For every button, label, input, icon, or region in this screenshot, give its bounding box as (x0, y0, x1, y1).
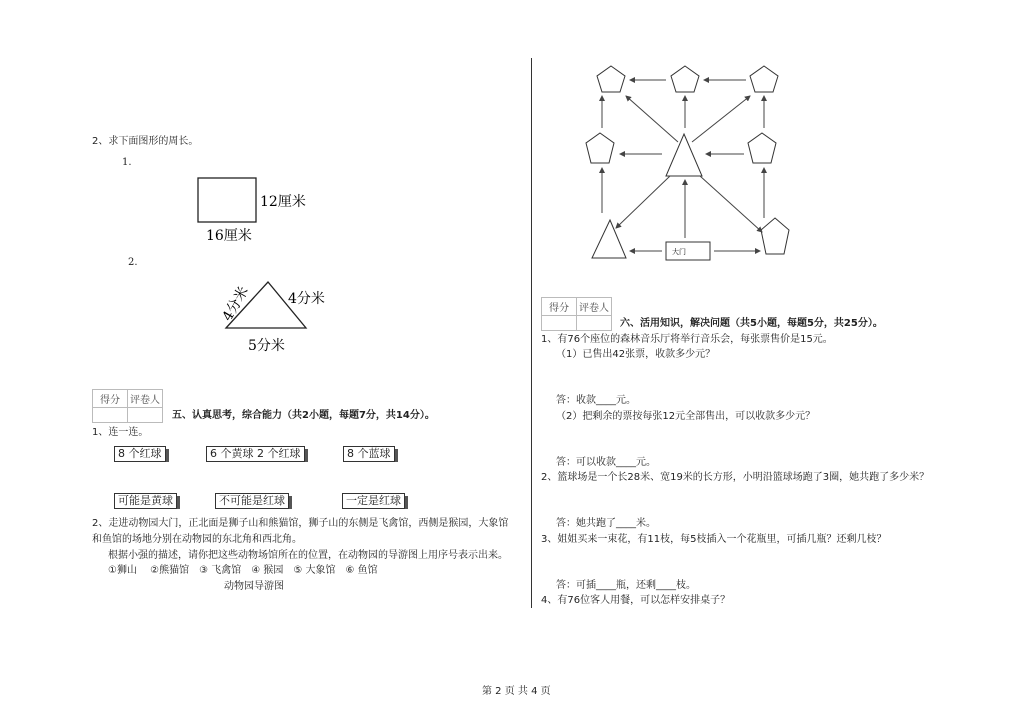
reviewer-cell[interactable] (128, 408, 163, 423)
score-label: 得分 (542, 298, 577, 316)
q2-basketball: 2、篮球场是一个长28米、宽19米的长方形，小明沿篮球场跑了3圈，她共跑了多少米？ (541, 472, 930, 483)
q2-zoo-line3: 根据小强的描述，请你把这些动物场馆所在的位置，在动物园的导游图上用序号表示出来。 (108, 550, 508, 561)
score-label: 得分 (93, 390, 128, 408)
section5-title: 五、认真思考，综合能力（共2小题，每题7分，共14分）。 (172, 410, 435, 421)
score-cell[interactable] (93, 408, 128, 423)
q1-connect: 1、连一连。 (92, 427, 149, 438)
rectangle-height-label: 12厘米 (260, 194, 306, 210)
zoo-map-diagram (578, 58, 798, 268)
box-6-yellow-2-red[interactable]: 6 个黄球 2 个红球 (206, 446, 305, 462)
rectangle-width-label: 16厘米 (206, 228, 252, 244)
triangle-center (666, 134, 702, 176)
q1-sub2: （2）把剩余的票按每张12元全部售出，可以收款多少元？ (556, 411, 816, 422)
triangle-right-label: 4分米 (288, 291, 325, 307)
gate-label: 大门 (672, 248, 686, 256)
reviewer-label: 评卷人 (577, 298, 612, 316)
pentagon-top-middle (671, 66, 699, 92)
q1-sub1: （1）已售出42张票，收款多少元？ (556, 349, 716, 360)
box-maybe-yellow[interactable]: 可能是黄球 (114, 493, 177, 509)
q1-concert: 1、有76个座位的森林音乐厅将举行音乐会，每张票售价是15元。 (541, 334, 833, 345)
figure1-number: 1. (122, 157, 132, 168)
figure2-number: 2. (128, 257, 138, 268)
box-8-blue[interactable]: 8 个蓝球 (343, 446, 395, 462)
q2-zoo-options: ①狮山 ②熊猫馆 ③ 飞禽馆 ④ 猴园 ⑤ 大象馆 ⑥ 鱼馆 (108, 565, 378, 576)
q3-flowers: 3、姐姐买来一束花，有11枝，每5枝插入一个花瓶里，可插几瓶？还剩几枝？ (541, 534, 887, 545)
rectangle-shape (198, 178, 256, 222)
section6-title: 六、活用知识，解决问题（共5小题，每题5分，共25分）。 (620, 318, 883, 329)
pentagon-top-right (750, 66, 778, 92)
q1-answer2: 答：可以收款____元。 (556, 457, 656, 468)
q3-answer: 答：可插____瓶，还剩____枝。 (556, 580, 696, 591)
column-divider (531, 58, 532, 608)
pentagon-bottom-right (761, 218, 789, 254)
box-8-red[interactable]: 8 个红球 (114, 446, 166, 462)
pentagon-middle-right (748, 133, 776, 163)
box-impossible-red[interactable]: 不可能是红球 (215, 493, 289, 509)
page-footer: 第 2 页 共 4 页 (482, 686, 551, 697)
reviewer-cell[interactable] (577, 316, 612, 331)
q2-answer: 答：她共跑了____米。 (556, 518, 656, 529)
q2-zoo-line1: 2、走进动物园大门，正北面是狮子山和熊猫馆，狮子山的东侧是飞禽馆，西侧是猴园，大象馆 (92, 518, 509, 529)
triangle-left-label: 4分米 (219, 284, 252, 324)
score-box-sec5 (92, 389, 163, 423)
q2-zoo-line2: 和鱼馆的场地分别在动物园的东北角和西北角。 (92, 534, 302, 545)
pentagon-middle-left (586, 133, 614, 163)
triangle-base-label: 5分米 (248, 338, 285, 354)
pentagon-top-left (597, 66, 625, 92)
q2-perimeter-title: 2、求下面图形的周长。 (92, 136, 199, 147)
score-box-sec6 (541, 297, 612, 331)
triangle-figure (210, 272, 350, 360)
triangle-bottom-left (592, 220, 626, 258)
q4-tables: 4、有76位客人用餐，可以怎样安排桌子？ (541, 595, 731, 606)
score-cell[interactable] (542, 316, 577, 331)
rectangle-figure (190, 172, 320, 247)
q1-answer1: 答：收款____元。 (556, 395, 636, 406)
box-certain-red[interactable]: 一定是红球 (342, 493, 405, 509)
reviewer-label: 评卷人 (128, 390, 163, 408)
zoo-map-caption: 动物园导游图 (224, 581, 284, 592)
